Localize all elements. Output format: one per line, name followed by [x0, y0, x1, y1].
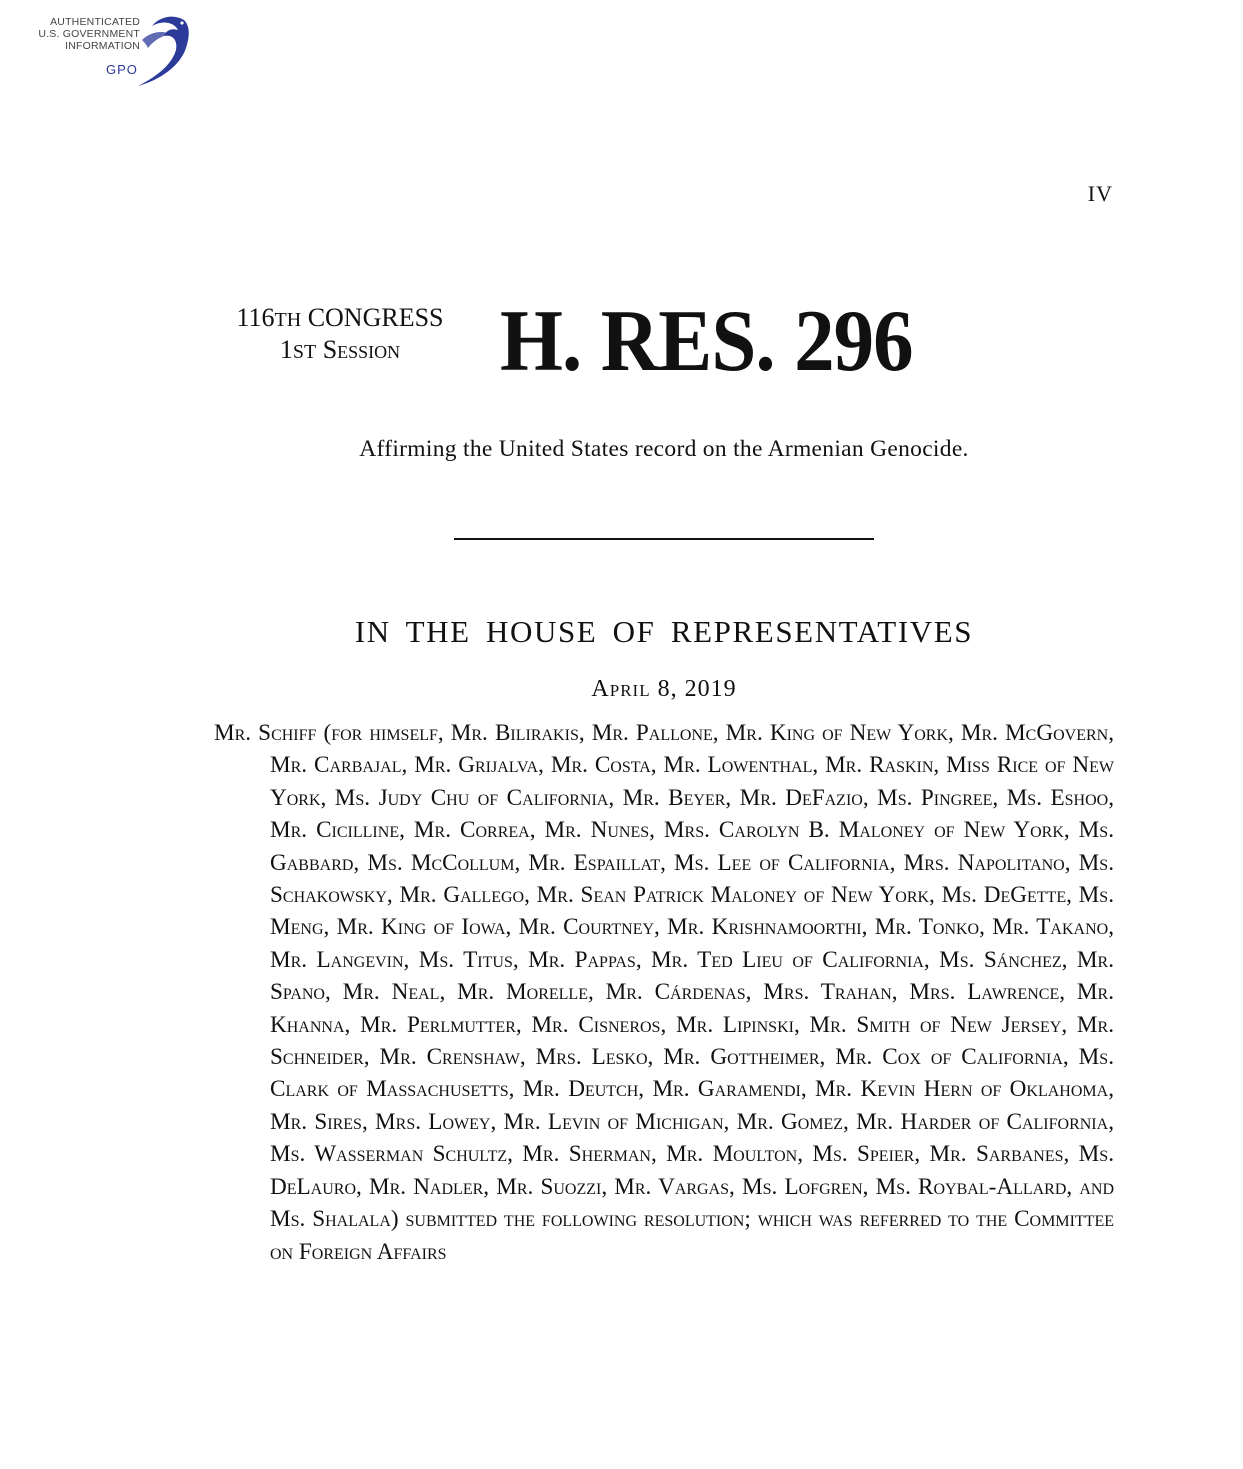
auth-line-2: U.S. GOVERNMENT — [38, 28, 140, 40]
eagle-icon — [122, 10, 192, 90]
introduction-date: April 8, 2019 — [591, 676, 737, 702]
bill-number: H. RES. 296 — [500, 293, 913, 390]
sponsors-paragraph: Mr. Schiff (for himself, Mr. Bilirakis, Mr. Pallone, Mr. King of New York, Mr. McGovern, Mr. Carbajal, Mr. Grijalva, Mr. Costa, Mr. Lowenthal, Mr. Raskin, Miss Rice of New York, Ms. Judy Chu of California, Mr. Beyer, Mr. DeFazio, Ms. Pingree, Ms. Eshoo, Mr. Cicilline, Mr. Correa, Mr. Nunes, Mrs. Carolyn B. Maloney of New York, Ms. Gabbard, Ms. McCollum, Mr. Espaillat, Ms. Lee of California, Mrs. Napolitano, Ms. Schakowsky, Mr. Gallego, Mr. Sean Patrick Maloney of New York, Ms. DeGette, Ms. Meng, Mr. King of Iowa, Mr. Courtney, Mr. Krishnamoorthi, Mr. Tonko, Mr. Takano, Mr. Langevin, Ms. Titus, Mr. Pappas, Mr. Ted Lieu of California, Ms. Sánchez, Mr. Spano, Mr. Neal, Mr. Morelle, Mr. Cárdenas, Mrs. Trahan, Mrs. Lawrence, Mr. Khanna, Mr. Perlmutter, Mr. Cisneros, Mr. Lipinski, Mr. Smith of New Jersey, Mr. Schneider, Mr. Crenshaw, Mrs. Lesko, Mr. Gottheimer, Mr. Cox of California, Ms. Clark of Massachusetts, Mr. Deutch, Mr. Garamendi, Mr. Kevin Hern of Oklahoma, Mr. Sires, Mrs. Lowey, Mr. Levin of Michigan, Mr. Gomez, Mr. Harder of California, Ms. Wasserman Schultz, Mr. Sherman, Mr. Moulton, Ms. Speier, Mr. Sarbanes, Ms. DeLauro, Mr. Nadler, Mr. Suozzi, Mr. Vargas, Ms. Lofgren, Ms. Roybal-Allard, and Ms. Shalala) submitted the following resolution; which was referred to the Committee on Foreign Affairs — [214, 720, 1114, 1265]
chamber-heading: IN THE HOUSE OF REPRESENTATIVES — [354, 614, 974, 649]
auth-line-3: INFORMATION — [65, 40, 140, 52]
session-number: 1 — [279, 335, 293, 364]
short-title: Affirming the United States record on the Armenian Genocide. — [359, 436, 969, 462]
session-word: Session — [316, 335, 401, 364]
congress-word: CONGRESS — [301, 303, 444, 332]
title-divider — [454, 538, 874, 540]
gpo-authentication-logo — [22, 10, 192, 90]
bill-version-code: IV — [1087, 181, 1113, 206]
auth-line-1: AUTHENTICATED — [50, 16, 140, 28]
session-ordinal-suffix: ST — [292, 341, 317, 363]
gpo-label: GPO — [106, 62, 138, 77]
congress-ordinal-suffix: TH — [274, 309, 302, 331]
congress-session-block — [214, 303, 466, 367]
congress-number: 116 — [236, 303, 275, 332]
session-line — [214, 335, 466, 367]
congress-line — [214, 303, 466, 335]
